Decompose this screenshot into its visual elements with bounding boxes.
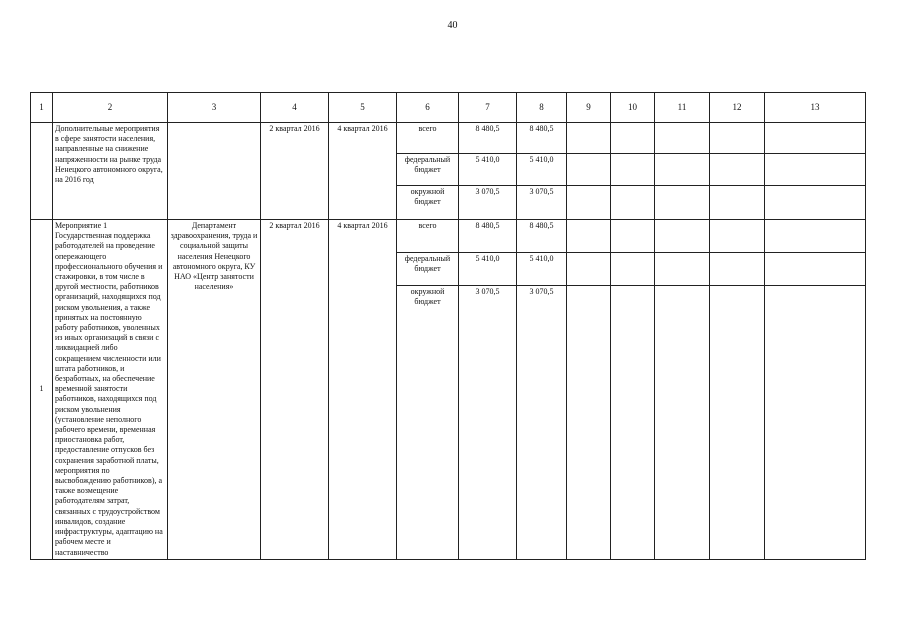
header-cell: 7 [459, 93, 517, 123]
header-cell: 11 [655, 93, 710, 123]
row-number-cell [31, 123, 53, 220]
start-period: 2 квартал 2016 [261, 123, 329, 220]
table-row [31, 220, 866, 253]
amount-col7: 3 070,5 [459, 186, 517, 220]
amount-col7: 3 070,5 [459, 286, 517, 560]
page-number: 40 [447, 20, 458, 31]
row-number-cell: 1 [31, 220, 53, 560]
amount-col7: 5 410,0 [459, 154, 517, 186]
funding-source: всего [397, 220, 459, 253]
amount-col8: 8 480,5 [517, 220, 567, 253]
start-period: 2 квартал 2016 [261, 220, 329, 560]
funding-source: окружной бюджет [397, 286, 459, 560]
section-description: Дополнительные мероприятия в сфере занятости населения, направленные на снижение напряженности на рынке труда Ненецкого автономного округа, на 2016 год [53, 123, 168, 220]
funding-source: федеральный бюджет [397, 154, 459, 186]
amount-col8: 3 070,5 [517, 186, 567, 220]
table-row [31, 123, 866, 154]
amount-col7: 8 480,5 [459, 123, 517, 154]
amount-col8: 3 070,5 [517, 286, 567, 560]
amount-col7: 5 410,0 [459, 253, 517, 286]
header-cell: 12 [710, 93, 765, 123]
header-cell: 8 [517, 93, 567, 123]
header-cell: 5 [329, 93, 397, 123]
amount-col8: 5 410,0 [517, 154, 567, 186]
header-cell: 10 [611, 93, 655, 123]
header-cell: 4 [261, 93, 329, 123]
amount-col8: 8 480,5 [517, 123, 567, 154]
funding-source: окружной бюджет [397, 186, 459, 220]
header-cell: 3 [168, 93, 261, 123]
executor-cell [168, 123, 261, 220]
header-cell: 6 [397, 93, 459, 123]
measure-description: Мероприятие 1 Государственная поддержка работодателей на проведение опережающего профессионального обучения и стажировки, в том числе в другой местности, работников организаций, находящихся под риском увольнения, а также принятых на постоянную работу работников, уволенных из иных организаций в связи с ликвидацией либо сокращением численности или штата работников, и безработных, на обеспечение временной занятости работников, находящихся под риском увольнения (установление неполного рабочего времени, временная приостановка работ, предоставление отпусков без сохранения заработной платы, мероприятия по высвобождению работников), а также возмещение работодателям затрат, связанных с трудоустройством инвалидов, создание инфраструктуры, адаптацию на рабочем месте и наставничество [53, 220, 168, 560]
header-cell: 1 [31, 93, 53, 123]
end-period: 4 квартал 2016 [329, 220, 397, 560]
amount-col8: 5 410,0 [517, 253, 567, 286]
header-cell: 2 [53, 93, 168, 123]
program-table [30, 92, 866, 560]
funding-source: всего [397, 123, 459, 154]
amount-col7: 8 480,5 [459, 220, 517, 253]
header-row [31, 93, 866, 123]
header-cell: 13 [765, 93, 866, 123]
end-period: 4 квартал 2016 [329, 123, 397, 220]
funding-source: федеральный бюджет [397, 253, 459, 286]
header-cell: 9 [567, 93, 611, 123]
executor-cell: Департамент здравоохранения, труда и социальной защиты населения Ненецкого автономного округа, КУ НАО «Центр занятости населения» [168, 220, 261, 560]
